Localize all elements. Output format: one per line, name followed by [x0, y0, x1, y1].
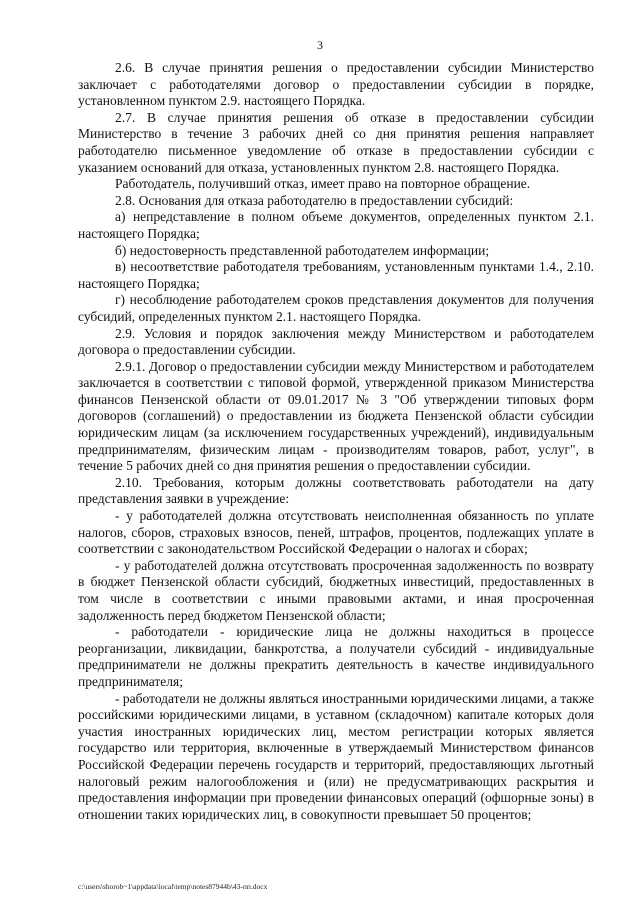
paragraph-2-8: 2.8. Основания для отказа работодателю в предоставлении субсидий:	[115, 192, 514, 208]
paragraph-2-9-1: 2.9.1. Договор о предоставлении субсидии между Министерством и работодателем заключается в соответствии с типовой формой, утвержденной приказом Министерства финансов Пензенской области от 09.01.2017 № 3 "Об утверждении типовых форм договоров (соглашений) о предоставлении из бюджета Пензенской области субсидии юридическим лицам (за исключением государственных учреждений), индивидуальным предпринимателям, физическим лицам - производителям товаров, работ, услуг", в течение 5 рабочих дней со дня принятия решения о предоставлении субсидии.	[78, 358, 594, 474]
paragraph-req-taxes: - у работодателей должна отсутствовать неисполненная обязанность по уплате налогов, сборов, страховых взносов, пеней, штрафов, процентов, подлежащих уплате в соответствии с законодательством Российской Федерации о налогах и сборах;	[78, 508, 594, 557]
paragraph-req-foreign: - работодатели не должны являться иностранными юридическими лицами, а также российскими юридическими лицами, в уставном (складочном) капитале которых доля участия иностранных юридических лиц, местом регистрации которых является государство или территория, включенные в утверждаемый Министерством финансов Российской Федерации перечень государств и территорий, предоставляющих льготный налоговый режим налогообложения и (или) не предусматривающих раскрытия и предоставления информации при проведении финансовых операций (офшорные зоны) в отношении таких юридических лиц, в совокупности превышает 50 процентов;	[78, 690, 594, 822]
document-body	[78, 60, 594, 823]
paragraph-repeat-request: Работодатель, получивший отказ, имеет право на повторное обращение.	[115, 176, 531, 192]
paragraph-2-7: 2.7. В случае принятия решения об отказе в предоставлении субсидии Министерство в течение 3 рабочих дней со дня принятия решения направляет работодателю письменное уведомление об отказе в предоставлении субсидии с указанием оснований для отказа, установленных пунктом 2.8. настоящего Порядка.	[78, 109, 594, 175]
paragraph-2-10: 2.10. Требования, которым должны соответствовать работодатели на дату представления заявки в учреждение:	[78, 474, 594, 507]
paragraph-2-9: 2.9. Условия и порядок заключения между Министерством и работодателем договора о предоставлении субсидии.	[78, 325, 594, 358]
paragraph-2-6: 2.6. В случае принятия решения о предоставлении субсидии Министерство заключает с работодателями договор о предоставлении субсидии в порядке, установленном пунктом 2.9. настоящего Порядка.	[78, 60, 594, 109]
paragraph-req-debt: - у работодателей должна отсутствовать просроченная задолженность по возврату в бюджет Пензенской области субсидий, бюджетных инвестиций, предоставленных в том числе в соответствии с иными правовыми актами, и иная просроченная задолженность перед бюджетом Пензенской области;	[78, 557, 594, 623]
paragraph-2-8-a: а) непредставление в полном объеме документов, определенных пунктом 2.1. настоящего Порядка;	[78, 209, 594, 241]
paragraph-req-reorganization: - работодатели - юридические лица не должны находиться в процессе реорганизации, ликвидации, банкротства, а получатели субсидий - индивидуальные предприниматели не должны прекратить деятельность в качестве индивидуального предпринимателя;	[78, 624, 594, 689]
page-number: 3	[317, 38, 323, 52]
footer-file-path: c:\users\shorob~1\appdata\local\temp\notes87944b\43-пп.docx	[78, 882, 268, 891]
paragraph-2-8-v: в) несоответствие работодателя требованиям, установленным пунктами 1.4., 2.10. настоящего Порядка;	[78, 259, 594, 291]
paragraph-2-8-g: г) несоблюдение работодателем сроков представления документов для получения субсидий, определенных пунктом 2.1. настоящего Порядка.	[78, 292, 594, 324]
paragraph-2-8-b: б) недостоверность представленной работодателем информации;	[115, 242, 490, 258]
